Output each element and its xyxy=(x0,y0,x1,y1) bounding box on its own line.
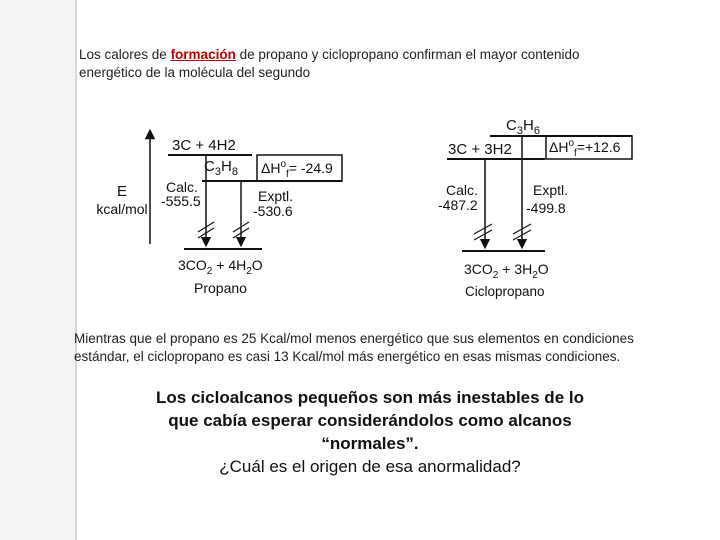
conclusion-block xyxy=(150,386,590,478)
ciclopropano-exptl-value: -499.8 xyxy=(526,200,566,216)
comparison-paragraph: Mientras que el propano es 25 Kcal/mol menos energético que sus elementos en condiciones estándar, el ciclopropano es casi 13 Kcal/mol más energético en esas mismas condiciones. xyxy=(74,331,634,364)
intro-highlight-formacion: formación xyxy=(170,47,236,62)
ciclopropano-diagram xyxy=(438,117,632,299)
conclusion-bold-text: Los cicloalcanos pequeños son más inestables de lo que cabía esperar considerándolos como alcanos “normales”. xyxy=(156,388,584,453)
propano-name-label: Propano xyxy=(194,280,247,296)
ciclopropano-bottom-level-label: $3CO_2 + 3H_2O$ xyxy=(464,261,549,281)
propano-bottom-level-label: $3CO_2 + 4H_2O$ xyxy=(178,257,263,277)
propano-exptl-label: Exptl. xyxy=(258,188,294,204)
propano-top-level-label: 3C + 4H2 xyxy=(172,137,236,154)
ciclopropano-dh-label: $\Delta H^o_f=+12.6$ xyxy=(549,138,621,159)
ciclopropano-calc-value: -487.2 xyxy=(438,197,478,213)
ciclopropano-molecule-label: $C_3H_6$ xyxy=(506,117,540,137)
propano-calc-label: Calc. xyxy=(166,179,198,195)
energy-axis-label-e: E xyxy=(116,183,128,200)
propano-diagram xyxy=(96,134,342,296)
energy-axis-label-units: kcal/mol xyxy=(96,201,148,217)
ciclopropano-calc-label: Calc. xyxy=(446,182,478,198)
propano-molecule-label: $C_3H_8$ xyxy=(204,158,238,178)
intro-text-after: de propano y ciclopropano confirman el mayor contenido energético de la molécula del segundo xyxy=(79,47,580,80)
ciclopropano-calc-break-2 xyxy=(474,230,492,240)
ciclopropano-calc-break-1 xyxy=(474,224,492,234)
intro-text-before: Los calores de xyxy=(79,47,171,62)
propano-calc-value: -555.5 xyxy=(161,193,201,209)
ciclopropano-exptl-label: Exptl. xyxy=(533,182,569,198)
conclusion-question: ¿Cuál es el origen de esa anormalidad? xyxy=(219,457,521,476)
propano-dh-label: $\Delta H^o_f= -24.9$ xyxy=(261,159,333,180)
ciclopropano-top-level-label: 3C + 3H2 xyxy=(448,141,512,158)
propano-exptl-value: -530.6 xyxy=(253,203,293,219)
ciclopropano-name-label: Ciclopropano xyxy=(465,284,545,299)
